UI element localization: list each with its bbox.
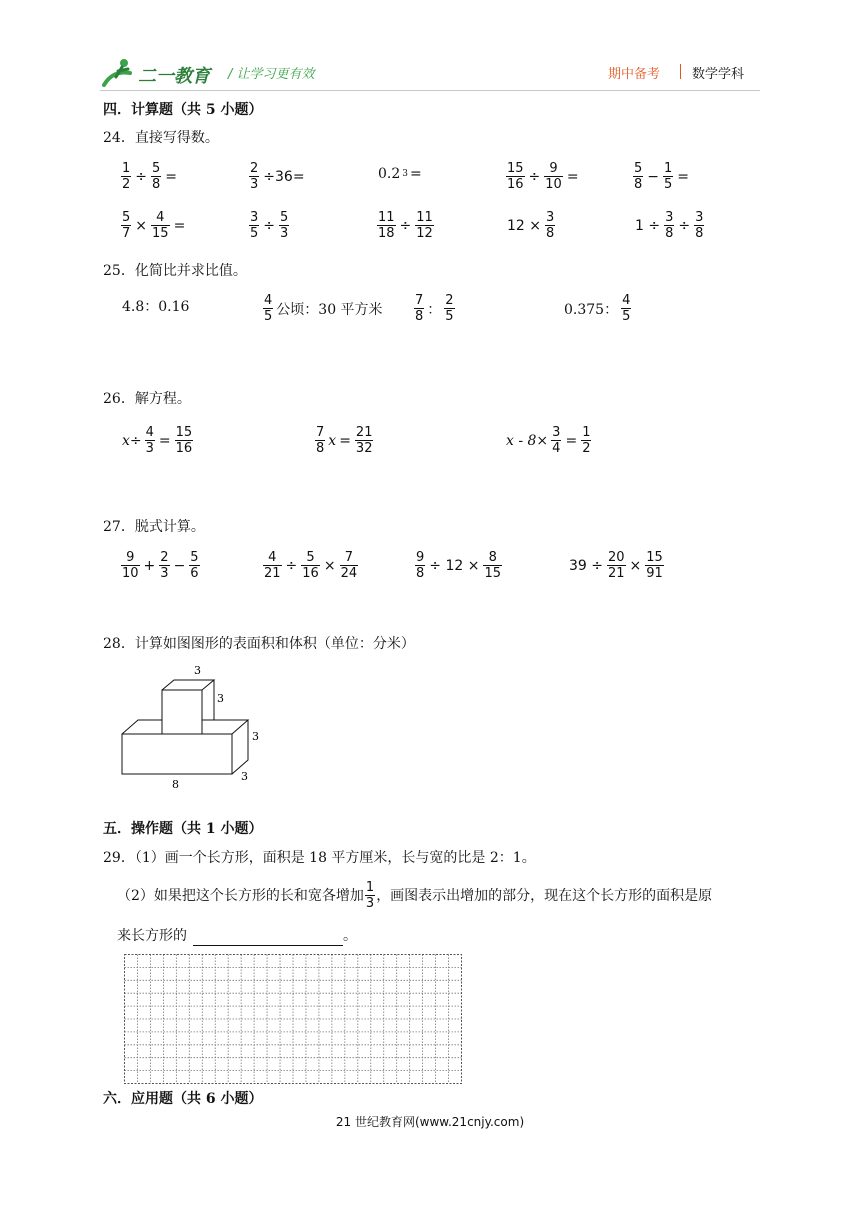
q28-label: 28．计算如图图形的表面积和体积（单位：分米） [103, 636, 415, 652]
q27-item4: 39 ÷ $\frac{20}{21}$ × $\frac{15}{91}$ [569, 550, 663, 581]
q24-r1-item4: $\frac{15}{16}$ ÷ $\frac{9}{10}$ = [507, 161, 579, 192]
q25-item2: $\frac{4}{5}$ 公顷：30 平方米 [264, 293, 383, 324]
section4-title: 四．计算题（共 5 小题） [103, 102, 263, 118]
q26-label: 26．解方程。 [103, 391, 191, 407]
q24-label: 24．直接写得数。 [103, 130, 219, 146]
dim-big-height: 3 [252, 730, 259, 743]
q26-item2: $\frac{7}{8}$ x = $\frac{21}{32}$ [316, 425, 373, 456]
q24-r1-item2: $\frac{2}{3}$ ÷36= [250, 161, 305, 192]
dim-big-depth: 3 [241, 770, 248, 783]
q25-label: 25．化简比并求比值。 [103, 263, 247, 279]
q24-r2-item3: $\frac{11}{18}$ ÷ $\frac{11}{12}$ [378, 210, 433, 241]
header-subject: 数学学科 [692, 67, 745, 82]
footer-text: 21 世纪教育网(www.21cnjy.com) [335, 1115, 525, 1129]
answer-blank[interactable] [193, 931, 343, 946]
q24-r1-item3: 0.2 3 = [378, 166, 422, 182]
logo-text: 二一教育 [138, 66, 210, 87]
q26-item1: x÷ $\frac{4}{3}$ = $\frac{15}{16}$ [122, 425, 193, 456]
q27-item2: $\frac{4}{21}$ ÷ $\frac{5}{16}$ × $\frac{7}{24}$ [264, 550, 358, 581]
q24-r1-item1: $\frac{1}{2}$ ÷ $\frac{5}{8}$ = [122, 161, 178, 192]
q24-r2-item1: $\frac{5}{7}$ × $\frac{4}{15}$ = [122, 210, 186, 241]
q24-r1-item5: $\frac{5}{8}$ − $\frac{1}{5}$ = [634, 161, 690, 192]
drawing-grid[interactable] [124, 954, 464, 1086]
q26-item3: x - 8× $\frac{3}{4}$ = $\frac{1}{2}$ [506, 425, 591, 456]
q27-item1: $\frac{9}{10}$ + $\frac{2}{3}$ − $\frac{5}{6}$ [122, 550, 199, 581]
q25-item1: 4.8：0.16 [122, 299, 190, 315]
dim-top-width: 3 [194, 664, 201, 677]
q25-item3: $\frac{7}{8}$ ： $\frac{2}{5}$ [415, 293, 454, 324]
q24-r2-item5: 1 ÷ $\frac{3}{8}$ ÷ $\frac{3}{8}$ [635, 210, 704, 241]
q29-part2-cont: 来长方形的 。 [117, 928, 357, 944]
logo-runner-icon [100, 55, 136, 89]
q29-part2: （2）如果把这个长方形的长和宽各增加 $\frac{1}{3}$ ，画图表示出增加的部分，现在这个长方形的面积是原 [117, 880, 713, 911]
q28-solid-figure [110, 658, 270, 794]
header-divider [680, 64, 681, 79]
q24-r2-item4: 12 × $\frac{3}{8}$ [507, 210, 555, 241]
section6-title: 六．应用题（共 6 小题） [103, 1091, 263, 1107]
dim-top-depth: 3 [217, 692, 224, 705]
q27-item3: $\frac{9}{8}$ ÷ 12 × $\frac{8}{15}$ [416, 550, 502, 581]
dim-big-length: 8 [172, 778, 179, 791]
q24-r2-item2: $\frac{3}{5}$ ÷ $\frac{5}{3}$ [250, 210, 289, 241]
q27-label: 27．脱式计算。 [103, 519, 205, 535]
q29-part1: 29．（1）画一个长方形，面积是 18 平方厘米，长与宽的比是 2：1。 [103, 850, 536, 866]
q25-item4: 0.375： $\frac{4}{5}$ [564, 293, 631, 324]
header-right-label: 期中备考 [608, 67, 661, 82]
header [0, 0, 860, 100]
section5-title: 五．操作题（共 1 小题） [103, 821, 263, 837]
header-rule [100, 90, 760, 91]
header-slogan: / 让学习更有效 [228, 67, 315, 82]
